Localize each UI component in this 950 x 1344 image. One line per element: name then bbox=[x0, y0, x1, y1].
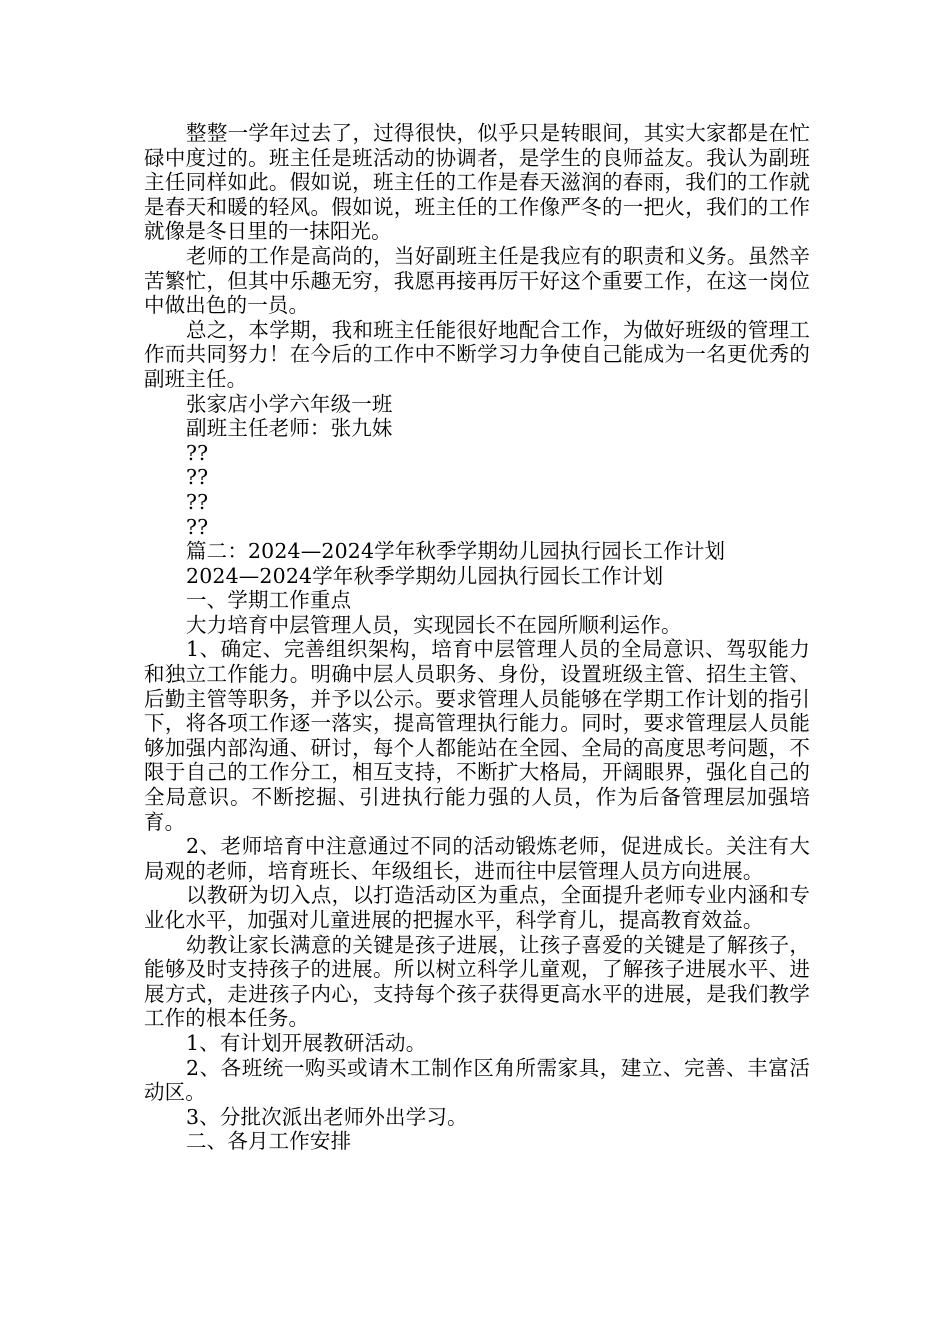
placeholder-line: ?? bbox=[186, 489, 209, 514]
section-heading-key-points: 一、学期工作重点 bbox=[186, 588, 352, 613]
paragraph-conclusion: 总之，本学期，我和班主任能很好地配合工作，为做好班级的管理工作而共同努力！在今后的工作中不断学习力争使自己能成为一名更优秀的副班主任。 bbox=[144, 317, 810, 391]
placeholder-line: ?? bbox=[186, 440, 209, 465]
paragraph-teacher-duty: 老师的工作是高尚的，当好副班主任是我应有的职责和义务。虽然辛苦繁忙，但其中乐趣无穷，我愿再接再厉干好这个重要工作，在这一岗位中做出色的一员。 bbox=[144, 243, 810, 318]
plan-title: 2024—2024学年秋季学期幼儿园执行园长工作计划 bbox=[186, 563, 664, 588]
signature-teacher-name: 副班主任老师：张九妹 bbox=[186, 416, 393, 441]
paragraph-year-summary: 整整一学年过去了，过得很快，似乎只是转眼间，其实大家都是在忙碌中度过的。班主任是班活动的协调者，是学生的良师益友。我认为副班主任同样如此。假如说，班主任的工作是春天滋润的春雨，我们的工作就是春天和暖的轻风。假如说，班主任的工作像严冬的一把火，我们的工作就像是冬日里的一抹阳光。 bbox=[144, 121, 810, 244]
paragraph-parent-satisfaction: 幼教让家长满意的关键是孩子进展，让孩子喜爱的关键是了解孩子，能够及时支持孩子的进展。所以树立科学儿童观，了解孩子进展水平、进展方式，走进孩子内心，支持每个孩子获得更高水平的进展，是我们教学工作的根本任务。 bbox=[144, 932, 810, 1031]
section-heading-monthly-plan: 二、各月工作安排 bbox=[186, 1129, 352, 1154]
signature-school-class: 张家店小学六年级一班 bbox=[186, 391, 393, 416]
paragraph-cultivate-managers: 大力培育中层管理人员，实现园长不在园所顺利运作。 bbox=[186, 612, 682, 637]
list-item-external-study: 3、分批次派出老师外出学习。 bbox=[186, 1104, 468, 1129]
chapter-two-heading: 篇二：2024—2024学年秋季学期幼儿园执行园长工作计划 bbox=[186, 539, 726, 564]
paragraph-item-1-structure: 1、确定、完善组织架构，培育中层管理人员的全局意识、驾驭能力和独立工作能力。明确中层人员职务、身份，设置班级主管、招生主管、后勤主管等职务，并予以公示。要求管理人员能够在学期工作计划的指引下，将各项工作逐一落实，提高管理执行能力。同时，要求管理层人员能够加强内部沟通、研讨，每个人都能站在全园、全局的高度思考问题，不限于自己的工作分工，相互支持，不断扩大格局，开阔眼界，强化自己的全局意识。不断挖掘、引进执行能力强的人员，作为后备管理层加强培育。 bbox=[144, 637, 810, 834]
placeholder-line: ?? bbox=[186, 514, 209, 539]
list-item-activity-areas: 2、各班统一购买或请木工制作区角所需家具，建立、完善、丰富活动区。 bbox=[144, 1055, 810, 1105]
list-item-research-activities: 1、有计划开展教研活动。 bbox=[186, 1030, 427, 1055]
paragraph-teaching-research: 以教研为切入点，以打造活动区为重点，全面提升老师专业内涵和专业化水平，加强对儿童进展的把握水平，科学育儿，提高教育效益。 bbox=[144, 883, 810, 932]
placeholder-line: ?? bbox=[186, 465, 209, 490]
document-body bbox=[144, 121, 810, 1154]
paragraph-item-2-teacher-training: 2、老师培育中注意通过不同的活动锻炼老师，促进成长。关注有大局观的老师，培育班长、年级组长，进而往中层管理人员方向进展。 bbox=[144, 834, 810, 883]
